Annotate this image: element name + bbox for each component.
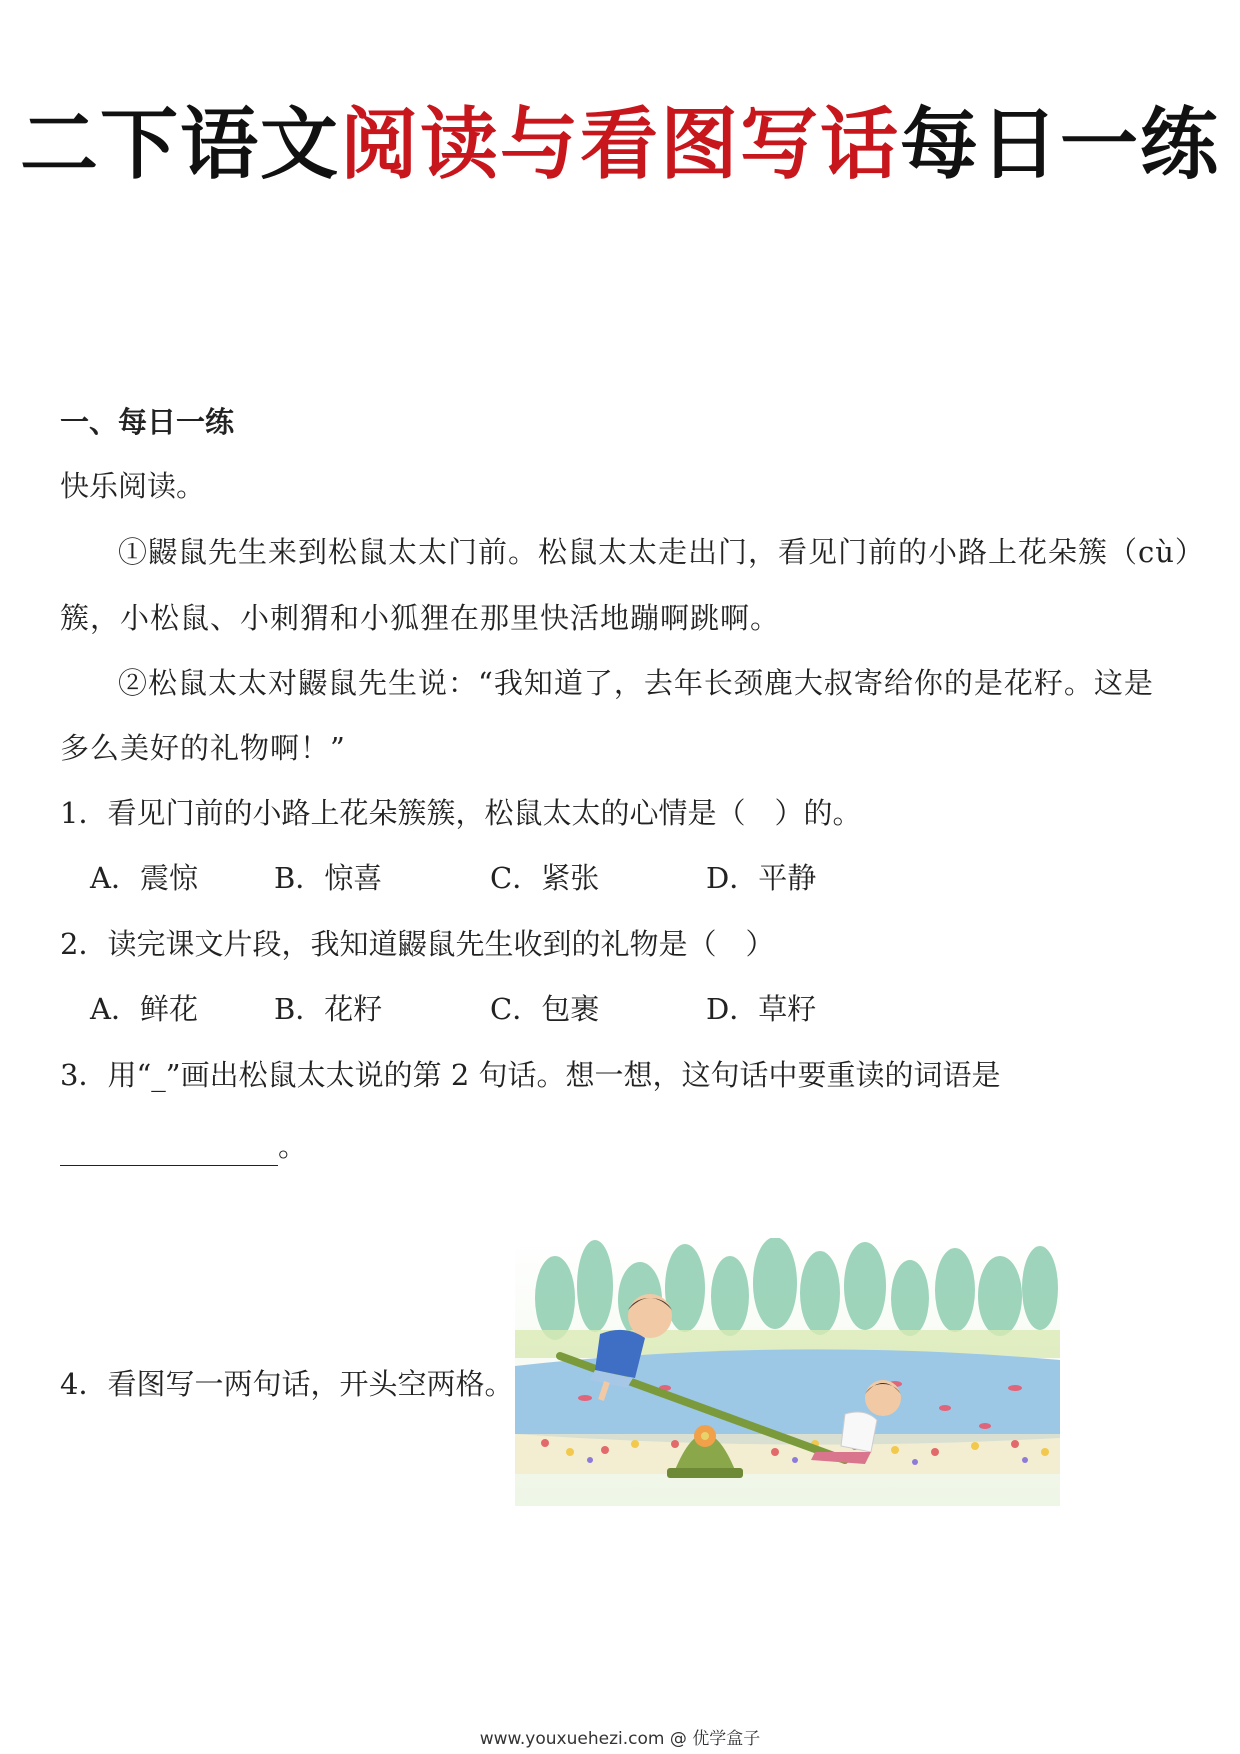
footer-watermark: www.youxuehezi.com @ 优学盒子 <box>479 1729 761 1749</box>
blank-end-punct: 。 <box>278 1129 308 1163</box>
q1-option-c[interactable]: C．紧张 <box>490 861 600 895</box>
q1-option-a[interactable]: A．震惊 <box>90 861 198 895</box>
question-2: 2．读完课文片段，我知道鼹鼠先生收到的礼物是（ ） <box>60 927 775 961</box>
passage-paragraph-1-line-1: ①鼹鼠先生来到松鼠太太门前。松鼠太太走出门，看见门前的小路上花朵簇（cù） <box>118 535 1205 569</box>
question-3: 3．用“_”画出松鼠太太说的第 2 句话。想一想，这句话中要重读的词语是 <box>60 1058 1001 1092</box>
question-1: 1．看见门前的小路上花朵簇簇，松鼠太太的心情是（ ）的。 <box>60 796 862 830</box>
page-title <box>0 95 1240 195</box>
passage-paragraph-1-line-2: 簇，小松鼠、小刺猬和小狐狸在那里快活地蹦啊跳啊。 <box>60 601 781 635</box>
q1-option-b[interactable]: B．惊喜 <box>274 861 383 895</box>
seesaw-illustration <box>515 1238 1060 1506</box>
answer-blank-line[interactable] <box>60 1126 307 1166</box>
section-heading: 一、每日一练 <box>60 405 235 439</box>
q2-option-b[interactable]: B．花籽 <box>274 992 383 1026</box>
q2-option-c[interactable]: C．包裹 <box>490 992 600 1026</box>
passage-paragraph-2-line-2: 多么美好的礼物啊！” <box>60 731 346 765</box>
passage-paragraph-2-line-1: ②松鼠太太对鼹鼠先生说：“我知道了，去年长颈鹿大叔寄给你的是花籽。这是 <box>118 666 1154 700</box>
title-part-2: 阅读与看图写话 <box>339 100 900 190</box>
q1-option-d[interactable]: D．平静 <box>706 861 817 895</box>
intro-text: 快乐阅读。 <box>60 469 206 503</box>
q2-option-d[interactable]: D．草籽 <box>706 992 817 1026</box>
answer-blank[interactable] <box>60 1135 278 1166</box>
q2-option-a[interactable]: A．鲜花 <box>90 992 198 1026</box>
question-4: 4．看图写一两句话，开头空两格。 <box>60 1367 514 1401</box>
title-part-1: 二下语文 <box>19 100 340 190</box>
title-part-3: 每日一练 <box>900 100 1221 190</box>
